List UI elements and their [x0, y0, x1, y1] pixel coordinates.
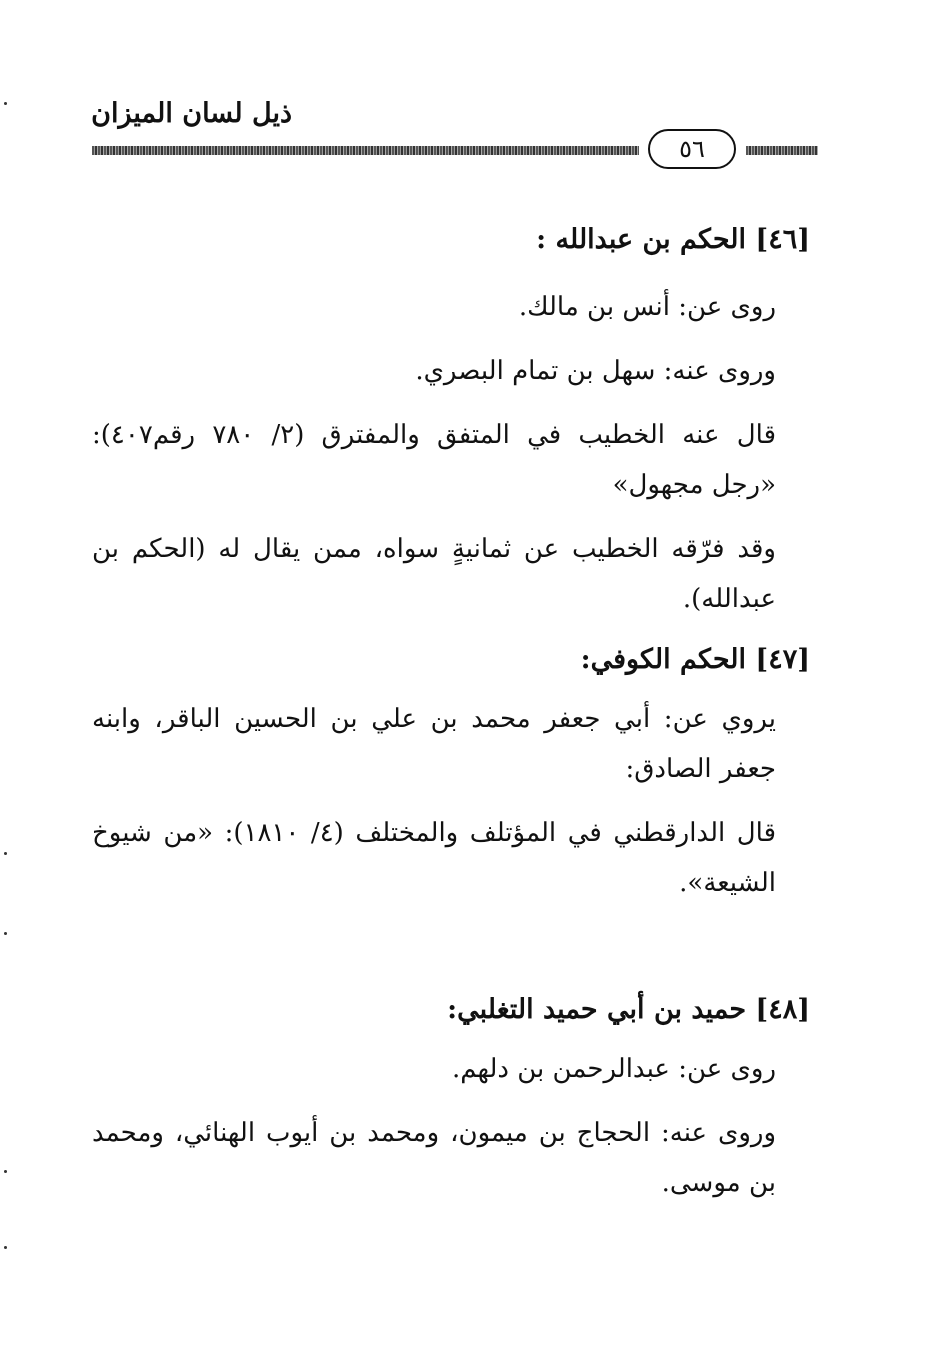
scan-speck: [4, 102, 7, 105]
narrated-from: روى عن: عبدالرحمن بن دلهم.: [451, 1054, 776, 1084]
scan-speck: [4, 1170, 7, 1173]
entry-47: [92, 640, 810, 908]
narrated-by: وروى عنه: سهل بن تمام البصري.: [415, 356, 776, 386]
note: وقد فرّقه الخطيب عن ثمانيةٍ سواه، ممن يقال له (الحكم بن عبدالله).: [92, 534, 776, 614]
entry-title: [٤٧] الحكم الكوفي:: [580, 644, 810, 675]
narrated-from: يروي عن: أبي جعفر محمد بن علي بن الحسين الباقر، وابنه جعفر الصادق:: [92, 704, 776, 784]
entry-48: [92, 990, 810, 1208]
header-rule-left: [92, 146, 639, 155]
entry-title: [٤٦] الحكم بن عبدالله :: [536, 224, 810, 255]
scan-speck: [4, 1246, 7, 1249]
running-header-title: ذيل لسان الميزان: [91, 98, 292, 129]
scan-speck: [4, 932, 7, 935]
scan-speck: [4, 852, 7, 855]
scholar-opinion: قال الدارقطني في المؤتلف والمختلف (٤/ ١٨١٠): «من شيوخ الشيعة».: [92, 818, 777, 898]
scholar-opinion: قال عنه الخطيب في المتفق والمفترق (٢/ ٧٨٠ رقم٤٠٧): «رجل مجهول»: [92, 420, 776, 500]
entry-46: [92, 220, 810, 624]
entry-title: [٤٨] حميد بن أبي حميد التغلبي:: [447, 994, 810, 1025]
narrated-by: وروى عنه: الحجاج بن ميمون، ومحمد بن أيوب الهنائي، ومحمد بن موسى.: [92, 1118, 776, 1198]
page-number: ٥٦: [679, 135, 705, 163]
page-number-badge: [648, 129, 736, 169]
header-rule-right: [746, 146, 818, 155]
narrated-from: روى عن: أنس بن مالك.: [518, 292, 776, 322]
